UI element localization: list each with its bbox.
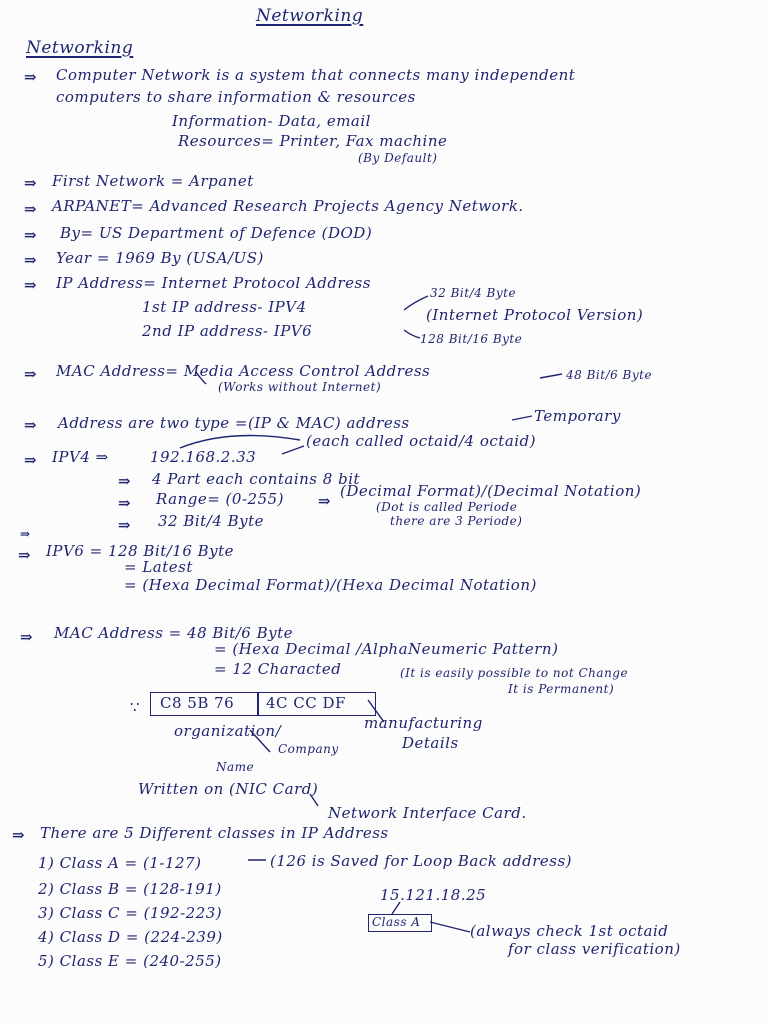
mac-example-right: 4C CC DF (266, 694, 346, 712)
ipv6-format: = (Hexa Decimal Format)/(Hexa Decimal Notation) (124, 576, 537, 594)
bullet-arrow: ⇒ (24, 276, 38, 294)
bullet-arrow: ⇒ (318, 492, 332, 510)
mac-note-2: It is Permanent) (508, 682, 615, 696)
bullet-arrow: ⇒ (24, 174, 38, 192)
bullet-arrow: ⇒ (118, 516, 132, 534)
details-label: Details (402, 734, 459, 752)
dot-note-1: (Dot is called Periode (376, 500, 518, 514)
mac-label: MAC Address = 48 Bit/6 Byte (54, 624, 293, 642)
ipv6-latest: = Latest (124, 558, 193, 576)
temporary-label: Temporary (534, 407, 621, 425)
therefore-sign: ∵ (130, 698, 141, 716)
written-on: Written on (NIC Card) (138, 780, 319, 798)
ipv6-size: 128 Bit/16 Byte (420, 332, 523, 346)
mac-note: (Works without Internet) (218, 380, 382, 394)
bullet-arrow: ⇒ (24, 451, 38, 469)
ip-address-title: IP Address= Internet Protocol Address (56, 274, 371, 292)
bullet-arrow: ⇒ (12, 826, 26, 844)
bullet-arrow: ⇒ (20, 527, 31, 541)
bullet-arrow: ⇒ (24, 68, 38, 86)
example-ip: 15.121.18.25 (380, 886, 487, 904)
information-line: Information- Data, email (172, 112, 371, 130)
section-heading: Networking (26, 38, 134, 58)
mac-chars: = 12 Characted (214, 660, 342, 678)
definition-line1: Computer Network is a system that connects many independent (56, 66, 576, 84)
ipv4-line: 1st IP address- IPV4 (142, 298, 307, 316)
resources-line: Resources= Printer, Fax machine (178, 132, 448, 150)
classes-title: There are 5 Different classes in IP Address (40, 824, 389, 842)
mac-example-left: C8 5B 76 (160, 694, 235, 712)
by-line: By= US Department of Defence (DOD) (60, 224, 373, 242)
ipv6-line: 2nd IP address- IPV6 (142, 322, 313, 340)
bullet-arrow: ⇒ (18, 546, 32, 564)
ipv6-label: IPV6 = 128 Bit/16 Byte (46, 542, 235, 560)
bullet-arrow: ⇒ (24, 416, 38, 434)
class-c: 3) Class C = (192-223) (38, 904, 223, 922)
class-a: 1) Class A = (1-127) (38, 854, 202, 872)
ipv-note: (Internet Protocol Version) (426, 306, 644, 324)
manufacturing-label: manufacturing (364, 714, 483, 732)
bullet-arrow: ⇒ (24, 200, 38, 218)
octaid-note: (each called octaid/4 octaid) (306, 432, 537, 450)
organization-label: organization/ (174, 722, 282, 740)
example-class: Class A (372, 915, 421, 929)
ipv4-label: IPV4 ⇒ (52, 448, 109, 466)
class-e: 5) Class E = (240-255) (38, 952, 222, 970)
page-title: Networking (256, 6, 364, 26)
arpanet-line: ARPANET= Advanced Research Projects Agency Network. (52, 197, 524, 215)
bullet-arrow: ⇒ (118, 472, 132, 490)
first-network: First Network = Arpanet (52, 172, 254, 190)
company-label: Company (278, 742, 339, 756)
ipv4-example: 192.168.2.33 (150, 448, 257, 466)
bullet-arrow: ⇒ (24, 226, 38, 244)
bullet-arrow: ⇒ (118, 494, 132, 512)
loopback-note: (126 is Saved for Loop Back address) (270, 852, 573, 870)
bullet-arrow: ⇒ (24, 251, 38, 269)
check-note-1: (always check 1st octaid (470, 922, 669, 940)
ipv4-point2: Range= (0-255) (156, 490, 285, 508)
ipv4-size: 32 Bit/4 Byte (430, 286, 517, 300)
dot-note-2: there are 3 Periode) (390, 514, 523, 528)
name-label: Name (216, 760, 255, 774)
nic-full: Network Interface Card. (328, 804, 527, 822)
mac-note-1: (It is easily possible to not Change (400, 666, 629, 680)
ipv4-point3: 32 Bit/4 Byte (158, 512, 264, 530)
by-default-note: (By Default) (358, 151, 438, 165)
bullet-arrow: ⇒ (20, 628, 34, 646)
check-note-2: for class verification) (508, 940, 681, 958)
class-d: 4) Class D = (224-239) (38, 928, 223, 946)
class-b: 2) Class B = (128-191) (38, 880, 222, 898)
definition-line2: computers to share information & resources (56, 88, 416, 106)
mac-size: 48 Bit/6 Byte (566, 368, 653, 382)
mac-hexa: = (Hexa Decimal /AlphaNeumeric Pattern) (214, 640, 559, 658)
mac-address-title: MAC Address= Media Access Control Address (56, 362, 431, 380)
bullet-arrow: ⇒ (24, 365, 38, 383)
year-line: Year = 1969 By (USA/US) (56, 249, 264, 267)
ipv4-point1: 4 Part each contains 8 bit (152, 470, 361, 488)
decimal-format-note: (Decimal Format)/(Decimal Notation) (340, 482, 642, 500)
address-types: Address are two type =(IP & MAC) address (58, 414, 410, 432)
